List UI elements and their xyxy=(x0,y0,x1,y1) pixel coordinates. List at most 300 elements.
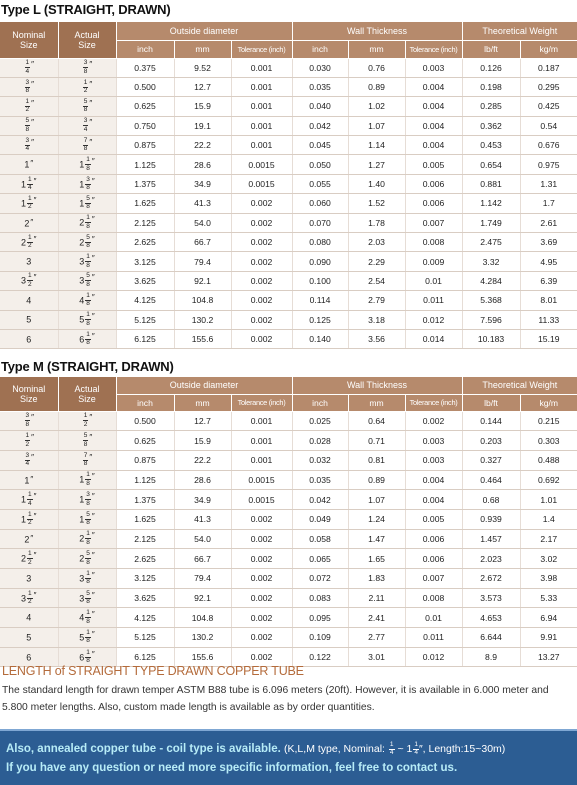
value-cell: 0.295 xyxy=(520,77,577,96)
table-row xyxy=(0,310,577,329)
value-cell: 1.7 xyxy=(520,194,577,213)
nominal-size-cell: 4 xyxy=(0,608,58,628)
actual-size-cell: 3 $\frac{5}{8}$ ″ xyxy=(58,271,116,290)
actual-size-cell: $\frac{3}{4}$ ″ xyxy=(58,116,116,135)
info-box xyxy=(0,729,577,785)
value-cell: 0.055 xyxy=(292,174,348,193)
value-cell: 2.54 xyxy=(348,271,405,290)
sub-header: Tolerance (inch) xyxy=(405,394,462,411)
value-cell: 0.203 xyxy=(462,431,520,451)
value-cell: 0.049 xyxy=(292,509,348,529)
value-cell: 0.001 xyxy=(231,450,292,470)
value-cell: 0.01 xyxy=(405,608,462,628)
value-cell: 2.125 xyxy=(116,529,174,549)
table-row xyxy=(0,58,577,77)
value-cell: 1.78 xyxy=(348,213,405,232)
value-cell: 0.002 xyxy=(231,291,292,310)
value-cell: 3.625 xyxy=(116,271,174,290)
table-row xyxy=(0,431,577,451)
value-cell: 0.692 xyxy=(520,470,577,490)
value-cell: 0.060 xyxy=(292,194,348,213)
value-cell: 92.1 xyxy=(174,271,231,290)
nominal-size-cell: 2 $\frac{1}{2}$ ″ xyxy=(0,233,58,252)
actual-size-cell: 1 $\frac{3}{8}$ ″ xyxy=(58,490,116,510)
value-cell: 4.284 xyxy=(462,271,520,290)
value-cell: 2.625 xyxy=(116,549,174,569)
value-cell: 22.2 xyxy=(174,450,231,470)
sub-header: mm xyxy=(348,394,405,411)
value-cell: 2.61 xyxy=(520,213,577,232)
actual-size-cell: 6 $\frac{1}{8}$ ″ xyxy=(58,647,116,667)
value-cell: 2.625 xyxy=(116,233,174,252)
value-cell: 3.125 xyxy=(116,252,174,271)
value-cell: 0.005 xyxy=(405,155,462,174)
outside-diameter-header: Outside diameter xyxy=(116,377,292,394)
value-cell: 155.6 xyxy=(174,647,231,667)
value-cell: 0.006 xyxy=(405,549,462,569)
actual-size-header: Actual Size xyxy=(58,377,116,411)
wall-thickness-header: Wall Thickness xyxy=(292,377,462,394)
value-cell: 3.01 xyxy=(348,647,405,667)
nominal-size-cell: 6 xyxy=(0,329,58,348)
type-l-title: Type L (STRAIGHT, DRAWN) xyxy=(1,2,171,17)
theoretical-weight-header: Theoretical Weight xyxy=(462,22,577,40)
value-cell: 0.004 xyxy=(405,490,462,510)
value-cell: 0.005 xyxy=(405,509,462,529)
nominal-size-header: Nominal Size xyxy=(0,22,58,58)
value-cell: 0.002 xyxy=(231,329,292,348)
nominal-size-cell: $\frac{3}{8}$ ″ xyxy=(0,411,58,431)
nominal-size-cell: 5 xyxy=(0,310,58,329)
nominal-size-cell: 1 $\frac{1}{4}$ ″ xyxy=(0,174,58,193)
value-cell: 0.009 xyxy=(405,252,462,271)
sub-header: mm xyxy=(174,40,231,58)
table-row xyxy=(0,411,577,431)
value-cell: 9.52 xyxy=(174,58,231,77)
value-cell: 0.002 xyxy=(231,310,292,329)
sub-header: lb/ft xyxy=(462,394,520,411)
sub-header: inch xyxy=(116,394,174,411)
table-row xyxy=(0,569,577,589)
coil-availability-text: Also, annealed copper tube - coil type is available. xyxy=(6,743,281,755)
value-cell: 0.007 xyxy=(405,213,462,232)
table-row xyxy=(0,213,577,232)
nominal-fraction: $\frac{1}{4}$ xyxy=(414,740,418,757)
value-cell: 0.0015 xyxy=(231,155,292,174)
sub-header: inch xyxy=(292,40,348,58)
value-cell: 3.02 xyxy=(520,549,577,569)
value-cell: 3.625 xyxy=(116,588,174,608)
value-cell: 130.2 xyxy=(174,310,231,329)
value-cell: 0.095 xyxy=(292,608,348,628)
value-cell: 0.001 xyxy=(231,77,292,96)
value-cell: 0.002 xyxy=(231,549,292,569)
table-row xyxy=(0,155,577,174)
value-cell: 0.012 xyxy=(405,310,462,329)
value-cell: 0.327 xyxy=(462,450,520,470)
info-line-1 xyxy=(6,740,577,759)
value-cell: 1.47 xyxy=(348,529,405,549)
type-l-body xyxy=(0,58,577,349)
value-cell: 0.89 xyxy=(348,470,405,490)
value-cell: 1.01 xyxy=(520,490,577,510)
value-cell: 3.18 xyxy=(348,310,405,329)
sub-header: mm xyxy=(348,40,405,58)
actual-size-cell: 5 $\frac{1}{8}$ ″ xyxy=(58,628,116,648)
value-cell: 0.76 xyxy=(348,58,405,77)
value-cell: 3.98 xyxy=(520,569,577,589)
nominal-size-cell: $\frac{3}{4}$ ″ xyxy=(0,450,58,470)
actual-size-cell: 1 $\frac{1}{8}$ ″ xyxy=(58,470,116,490)
value-cell: 28.6 xyxy=(174,155,231,174)
value-cell: 0.001 xyxy=(231,136,292,155)
value-cell: 1.31 xyxy=(520,174,577,193)
value-cell: 0.68 xyxy=(462,490,520,510)
table-row xyxy=(0,233,577,252)
value-cell: 1.375 xyxy=(116,174,174,193)
nominal-size-cell: 1 $\frac{1}{4}$ ″ xyxy=(0,490,58,510)
value-cell: 1.125 xyxy=(116,470,174,490)
nominal-size-cell: $\frac{3}{8}$ ″ xyxy=(0,77,58,96)
table-row xyxy=(0,549,577,569)
value-cell: 130.2 xyxy=(174,628,231,648)
sub-header: kg/m xyxy=(520,40,577,58)
actual-size-cell: 5 $\frac{1}{8}$ ″ xyxy=(58,310,116,329)
value-cell: 0.126 xyxy=(462,58,520,77)
actual-size-cell: 3 $\frac{1}{8}$ ″ xyxy=(58,569,116,589)
value-cell: 0.464 xyxy=(462,470,520,490)
nominal-size-cell: $\frac{3}{4}$ ″ xyxy=(0,136,58,155)
value-cell: 7.596 xyxy=(462,310,520,329)
value-cell: 0.006 xyxy=(405,529,462,549)
value-cell: 0.375 xyxy=(116,58,174,77)
sub-header: Tolerance (inch) xyxy=(405,40,462,58)
value-cell: 0.083 xyxy=(292,588,348,608)
actual-size-cell: 3 $\frac{5}{8}$ ″ xyxy=(58,588,116,608)
value-cell: 1.4 xyxy=(520,509,577,529)
actual-size-cell: 1 $\frac{3}{8}$ ″ xyxy=(58,174,116,193)
value-cell: 66.7 xyxy=(174,549,231,569)
value-cell: 0.072 xyxy=(292,569,348,589)
value-cell: 0.065 xyxy=(292,549,348,569)
table-row xyxy=(0,608,577,628)
value-cell: 0.001 xyxy=(231,97,292,116)
value-cell: 0.006 xyxy=(405,174,462,193)
value-cell: 0.002 xyxy=(231,628,292,648)
wall-thickness-header: Wall Thickness xyxy=(292,22,462,40)
value-cell: 2.77 xyxy=(348,628,405,648)
value-cell: 0.040 xyxy=(292,97,348,116)
value-cell: 0.002 xyxy=(231,529,292,549)
contact-us-text: If you have any question or need more specific information, feel free to contact us. xyxy=(6,762,458,774)
value-cell: 0.875 xyxy=(116,136,174,155)
value-cell: 0.002 xyxy=(405,411,462,431)
value-cell: 9.91 xyxy=(520,628,577,648)
nominal-size-cell: 4 xyxy=(0,291,58,310)
nominal-size-cell: $\frac{1}{4}$ ″ xyxy=(0,58,58,77)
value-cell: 0.003 xyxy=(405,450,462,470)
value-cell: 15.19 xyxy=(520,329,577,348)
length-section-text: The standard length for drawn temper ASTM B88 tube is 6.096 meters (20ft). However, it is available in 6.000 meter and 5.800 meter lengths. Also, custom made length is available as by order quantities. xyxy=(2,685,549,713)
value-cell: 6.94 xyxy=(520,608,577,628)
value-cell: 12.7 xyxy=(174,411,231,431)
value-cell: 0.0015 xyxy=(231,470,292,490)
value-cell: 0.035 xyxy=(292,470,348,490)
value-cell: 0.003 xyxy=(405,58,462,77)
type-m-title: Type M (STRAIGHT, DRAWN) xyxy=(1,359,174,374)
value-cell: 0.007 xyxy=(405,569,462,589)
nominal-size-cell: 1 $\frac{1}{2}$ ″ xyxy=(0,194,58,213)
value-cell: 0.500 xyxy=(116,77,174,96)
value-cell: 0.001 xyxy=(231,58,292,77)
type-m-table xyxy=(0,377,577,667)
value-cell: 3.56 xyxy=(348,329,405,348)
value-cell: 41.3 xyxy=(174,194,231,213)
value-cell: 0.0015 xyxy=(231,174,292,193)
actual-size-cell: $\frac{3}{8}$ ″ xyxy=(58,58,116,77)
table-row xyxy=(0,588,577,608)
value-cell: 2.29 xyxy=(348,252,405,271)
value-cell: 6.125 xyxy=(116,329,174,348)
value-cell: 1.65 xyxy=(348,549,405,569)
value-cell: 0.028 xyxy=(292,431,348,451)
value-cell: 0.114 xyxy=(292,291,348,310)
value-cell: 22.2 xyxy=(174,136,231,155)
value-cell: 1.125 xyxy=(116,155,174,174)
value-cell: 6.39 xyxy=(520,271,577,290)
table-row xyxy=(0,194,577,213)
value-cell: 3.125 xyxy=(116,569,174,589)
sub-header: lb/ft xyxy=(462,40,520,58)
value-cell: 0.500 xyxy=(116,411,174,431)
table-row xyxy=(0,174,577,193)
value-cell: 2.125 xyxy=(116,213,174,232)
value-cell: 0.198 xyxy=(462,77,520,96)
value-cell: 5.368 xyxy=(462,291,520,310)
value-cell: 0.939 xyxy=(462,509,520,529)
nominal-size-cell: 3 $\frac{1}{2}$ ″ xyxy=(0,588,58,608)
nominal-size-cell: 2″ xyxy=(0,529,58,549)
value-cell: 104.8 xyxy=(174,291,231,310)
value-cell: 1.457 xyxy=(462,529,520,549)
value-cell: 0.008 xyxy=(405,233,462,252)
coil-spec-text xyxy=(284,740,506,757)
value-cell: 5.125 xyxy=(116,310,174,329)
actual-size-cell: 4 $\frac{1}{8}$ ″ xyxy=(58,608,116,628)
value-cell: 0.002 xyxy=(231,569,292,589)
value-cell: 1.142 xyxy=(462,194,520,213)
value-cell: 15.9 xyxy=(174,97,231,116)
value-cell: 0.002 xyxy=(231,509,292,529)
value-cell: 12.7 xyxy=(174,77,231,96)
value-cell: 0.750 xyxy=(116,116,174,135)
value-cell: 1.749 xyxy=(462,213,520,232)
table-row xyxy=(0,252,577,271)
table-row xyxy=(0,509,577,529)
actual-size-cell: 1 $\frac{1}{8}$ ″ xyxy=(58,155,116,174)
value-cell: 0.303 xyxy=(520,431,577,451)
value-cell: 0.002 xyxy=(231,647,292,667)
actual-size-cell: $\frac{7}{8}$ ″ xyxy=(58,136,116,155)
sub-header: Tolerance (inch) xyxy=(231,40,292,58)
value-cell: 0.625 xyxy=(116,97,174,116)
value-cell: 0.045 xyxy=(292,136,348,155)
actual-size-cell: $\frac{5}{8}$ ″ xyxy=(58,97,116,116)
value-cell: 4.125 xyxy=(116,291,174,310)
value-cell: 8.9 xyxy=(462,647,520,667)
actual-size-cell: 3 $\frac{1}{8}$ ″ xyxy=(58,252,116,271)
actual-size-cell: 1 $\frac{5}{8}$ ″ xyxy=(58,194,116,213)
value-cell: 0.011 xyxy=(405,628,462,648)
value-cell: 13.27 xyxy=(520,647,577,667)
value-cell: 0.001 xyxy=(231,116,292,135)
table-row xyxy=(0,77,577,96)
value-cell: 0.975 xyxy=(520,155,577,174)
value-cell: 79.4 xyxy=(174,569,231,589)
value-cell: 104.8 xyxy=(174,608,231,628)
value-cell: 8.01 xyxy=(520,291,577,310)
value-cell: 0.01 xyxy=(405,271,462,290)
value-cell: 6.125 xyxy=(116,647,174,667)
value-cell: 0.032 xyxy=(292,450,348,470)
value-cell: 0.64 xyxy=(348,411,405,431)
sub-header: inch xyxy=(292,394,348,411)
value-cell: 1.07 xyxy=(348,490,405,510)
value-cell: 0.187 xyxy=(520,58,577,77)
sub-header: mm xyxy=(174,394,231,411)
value-cell: 4.653 xyxy=(462,608,520,628)
value-cell: 2.11 xyxy=(348,588,405,608)
value-cell: 0.058 xyxy=(292,529,348,549)
value-cell: 0.004 xyxy=(405,97,462,116)
value-cell: 0.004 xyxy=(405,77,462,96)
value-cell: 15.9 xyxy=(174,431,231,451)
actual-size-cell: 1 $\frac{5}{8}$ ″ xyxy=(58,509,116,529)
value-cell: 2.03 xyxy=(348,233,405,252)
actual-size-cell: 4 $\frac{1}{8}$ ″ xyxy=(58,291,116,310)
nominal-fraction: $\frac{1}{4}$ xyxy=(389,740,394,757)
value-cell: 0.625 xyxy=(116,431,174,451)
type-l-table xyxy=(0,22,577,349)
value-cell: 0.050 xyxy=(292,155,348,174)
value-cell: 0.014 xyxy=(405,329,462,348)
value-cell: 1.24 xyxy=(348,509,405,529)
value-cell: 0.002 xyxy=(231,194,292,213)
value-cell: 54.0 xyxy=(174,213,231,232)
value-cell: 28.6 xyxy=(174,470,231,490)
nominal-size-header: Nominal Size xyxy=(0,377,58,411)
value-cell: 0.006 xyxy=(405,194,462,213)
type-m-body xyxy=(0,411,577,667)
value-cell: 3.32 xyxy=(462,252,520,271)
value-cell: 0.875 xyxy=(116,450,174,470)
value-cell: 0.002 xyxy=(231,271,292,290)
value-cell: 0.654 xyxy=(462,155,520,174)
nominal-size-cell: 2″ xyxy=(0,213,58,232)
nominal-size-cell: 1″ xyxy=(0,470,58,490)
value-cell: 0.030 xyxy=(292,58,348,77)
value-cell: 0.012 xyxy=(405,647,462,667)
value-cell: 2.023 xyxy=(462,549,520,569)
nominal-size-cell: $\frac{5}{8}$ ″ xyxy=(0,116,58,135)
value-cell: 3.573 xyxy=(462,588,520,608)
value-cell: 155.6 xyxy=(174,329,231,348)
actual-size-cell: 6 $\frac{1}{8}$ ″ xyxy=(58,329,116,348)
value-cell: 5.125 xyxy=(116,628,174,648)
value-cell: 0.488 xyxy=(520,450,577,470)
value-cell: 0.002 xyxy=(231,233,292,252)
table-row xyxy=(0,136,577,155)
value-cell: 2.17 xyxy=(520,529,577,549)
value-cell: 19.1 xyxy=(174,116,231,135)
value-cell: 0.125 xyxy=(292,310,348,329)
value-cell: 66.7 xyxy=(174,233,231,252)
value-cell: 0.025 xyxy=(292,411,348,431)
value-cell: 0.425 xyxy=(520,97,577,116)
value-cell: 1.52 xyxy=(348,194,405,213)
actual-size-cell: $\frac{1}{2}$ ″ xyxy=(58,77,116,96)
table-row xyxy=(0,628,577,648)
table-row xyxy=(0,271,577,290)
value-cell: 1.625 xyxy=(116,509,174,529)
value-cell: 0.81 xyxy=(348,450,405,470)
value-cell: 2.672 xyxy=(462,569,520,589)
value-cell: 0.453 xyxy=(462,136,520,155)
length-section-title: LENGTH of STRAIGHT TYPE DRAWN COPPER TUBE xyxy=(2,664,304,678)
value-cell: 0.881 xyxy=(462,174,520,193)
actual-size-cell: 2 $\frac{5}{8}$ ″ xyxy=(58,233,116,252)
value-cell: 0.140 xyxy=(292,329,348,348)
value-cell: 1.83 xyxy=(348,569,405,589)
value-cell: 0.109 xyxy=(292,628,348,648)
value-cell: 0.004 xyxy=(405,470,462,490)
value-cell: 0.54 xyxy=(520,116,577,135)
value-cell: 3.69 xyxy=(520,233,577,252)
value-cell: 4.95 xyxy=(520,252,577,271)
value-cell: 1.40 xyxy=(348,174,405,193)
value-cell: 0.004 xyxy=(405,136,462,155)
nominal-size-cell: 3 xyxy=(0,252,58,271)
value-cell: 1.27 xyxy=(348,155,405,174)
value-cell: 0.004 xyxy=(405,116,462,135)
value-cell: 0.285 xyxy=(462,97,520,116)
value-cell: 0.080 xyxy=(292,233,348,252)
nominal-size-cell: 2 $\frac{1}{2}$ ″ xyxy=(0,549,58,569)
value-cell: 79.4 xyxy=(174,252,231,271)
value-cell: 0.002 xyxy=(231,608,292,628)
value-cell: 1.375 xyxy=(116,490,174,510)
value-cell: 0.144 xyxy=(462,411,520,431)
value-cell: 0.0015 xyxy=(231,490,292,510)
value-cell: 0.008 xyxy=(405,588,462,608)
table-row xyxy=(0,450,577,470)
nominal-size-cell: 1″ xyxy=(0,155,58,174)
nominal-size-cell: 1 $\frac{1}{2}$ ″ xyxy=(0,509,58,529)
table-row xyxy=(0,470,577,490)
value-cell: 1.625 xyxy=(116,194,174,213)
actual-size-cell: $\frac{7}{8}$ ″ xyxy=(58,450,116,470)
outside-diameter-header: Outside diameter xyxy=(116,22,292,40)
value-cell: 11.33 xyxy=(520,310,577,329)
value-cell: 0.100 xyxy=(292,271,348,290)
value-cell: 0.011 xyxy=(405,291,462,310)
nominal-size-cell: 3 xyxy=(0,569,58,589)
table-row xyxy=(0,116,577,135)
sub-header: inch xyxy=(116,40,174,58)
value-cell: 4.125 xyxy=(116,608,174,628)
value-cell: 1.07 xyxy=(348,116,405,135)
actual-size-cell: $\frac{1}{2}$ ″ xyxy=(58,411,116,431)
